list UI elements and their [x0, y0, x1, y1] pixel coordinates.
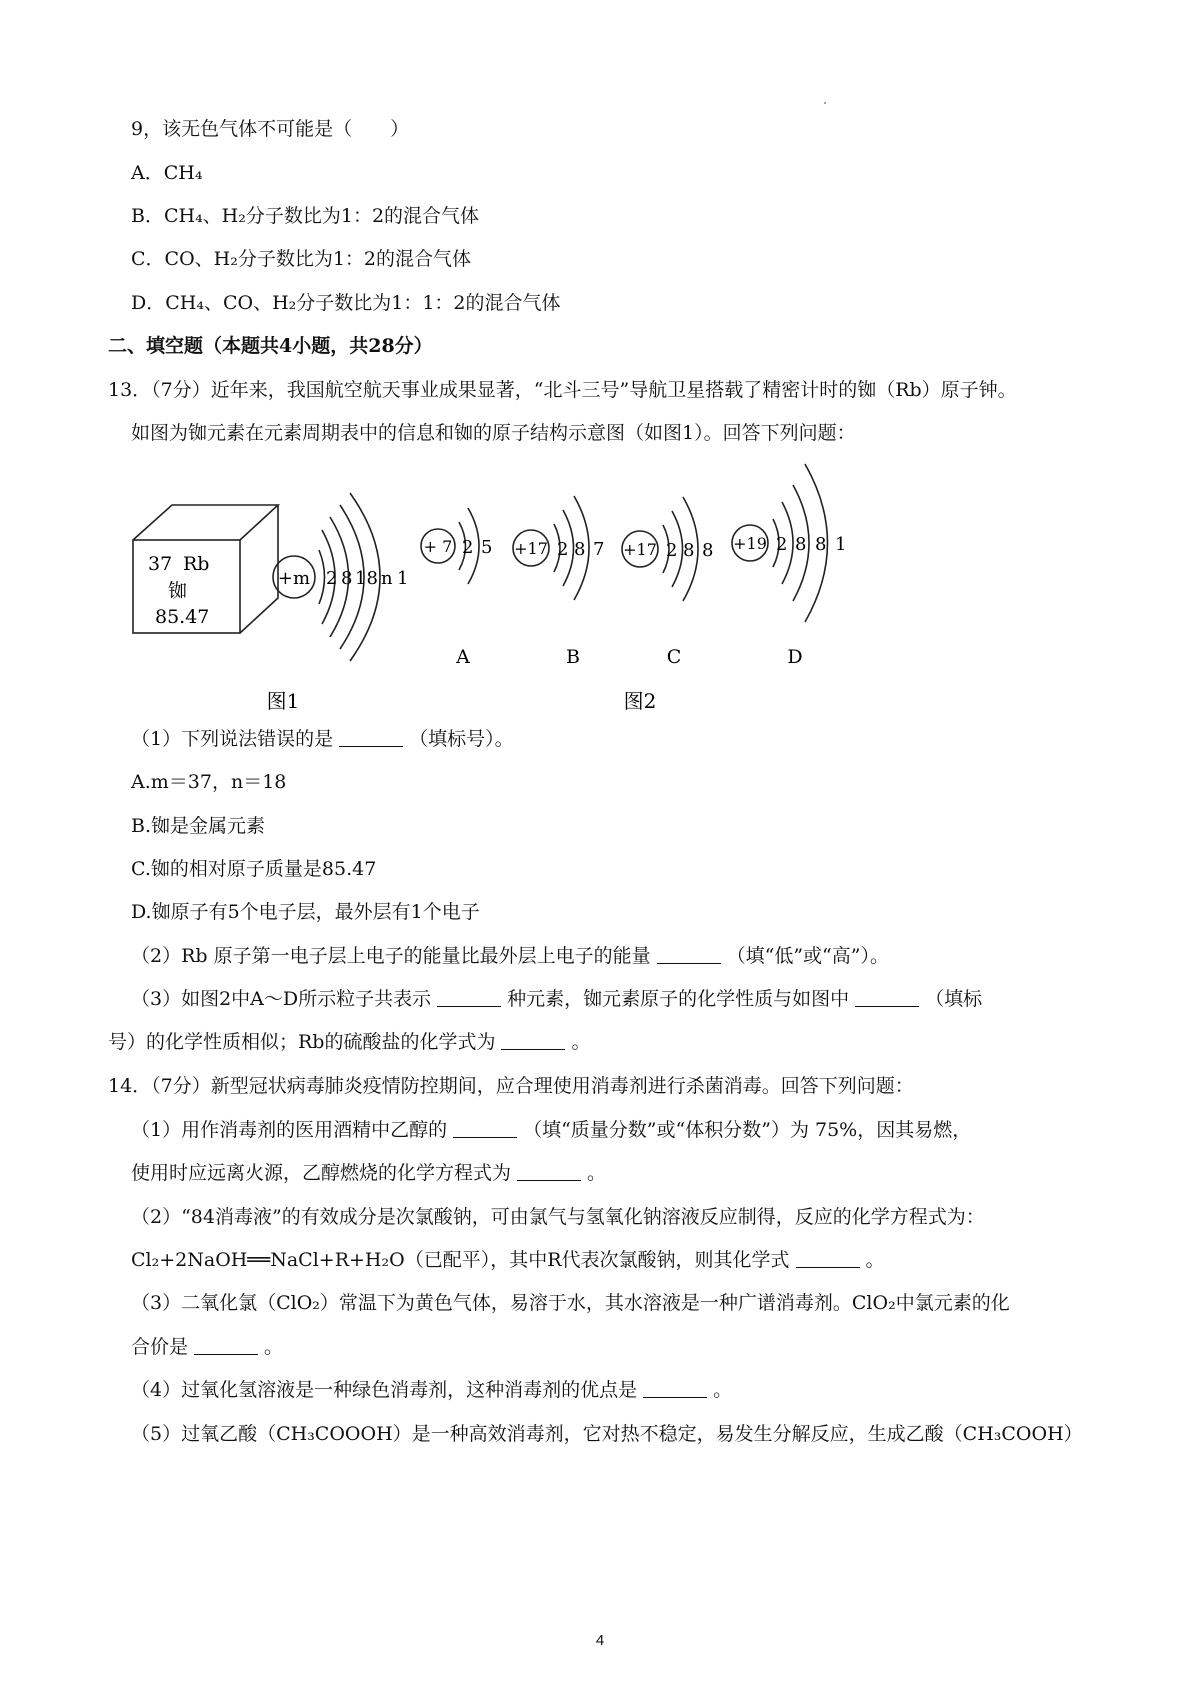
q14-part1-line1: （1）用作消毒剂的医用酒精中乙醇的 （填“质量分数”或“体积分数”）为 75%，因其易燃，	[131, 1119, 972, 1141]
q13-part1: （1）下列说法错误的是 （填标号）。	[131, 728, 514, 750]
page-number: 4	[595, 1632, 605, 1649]
particle-c-shell-2: 8	[683, 540, 695, 561]
answer-blank[interactable]	[453, 1119, 517, 1138]
particle-d-shell-1: 2	[776, 534, 788, 555]
particle-a-label: A	[456, 646, 470, 668]
q9-stem: 9，该无色气体不可能是（ ）	[131, 118, 410, 140]
stray-dot	[824, 102, 826, 104]
answer-blank[interactable]	[501, 1031, 565, 1050]
q14-part5: （5）过氧乙酸（CH₃COOOH）是一种高效消毒剂，它对热不稳定，易发生分解反应，生成乙酸（CH₃COOH）	[131, 1423, 1083, 1445]
q14-part3-line1: （3）二氧化氯（ClO₂）常温下为黄色气体，易溶于水，其水溶液是一种广谱消毒剂。ClO₂中氯元素的化	[131, 1292, 1010, 1314]
rb-shell-1: 2	[326, 568, 338, 589]
q14-intro: 14．（7分）新型冠状病毒肺炎疫情防控期间，应合理使用消毒剂进行杀菌消毒。回答下列问题：	[108, 1075, 914, 1097]
rb-shell-5: 1	[397, 568, 409, 589]
section-title: 二、填空题（本题共4小题，共28分）	[108, 335, 433, 357]
particle-c-shell-1: 2	[666, 540, 678, 561]
figure-2-caption: 图2	[623, 689, 657, 713]
element-symbol: Rb	[183, 553, 210, 575]
particle-b-shell-1: 2	[557, 539, 569, 560]
q13-option-d: D.铷原子有5个电子层，最外层有1个电子	[131, 901, 480, 923]
answer-blank[interactable]	[657, 945, 721, 964]
answer-blank[interactable]	[796, 1249, 860, 1268]
rb-shell-4: n	[381, 568, 393, 589]
q13-option-c: C.铷的相对原子质量是85.47	[131, 858, 377, 880]
q13-option-a: A.m＝37，n＝18	[131, 771, 287, 793]
element-number: 37	[148, 553, 173, 575]
figure-1-caption: 图1	[266, 689, 300, 713]
rb-nucleus-label: +m	[277, 568, 311, 589]
q13-part3-line1: （3）如图2中A～D所示粒子共表示 种元素，铷元素原子的化学性质与如图中 （填标	[131, 988, 983, 1010]
q13-option-b: B.铷是金属元素	[131, 815, 266, 837]
answer-blank[interactable]	[437, 988, 501, 1007]
atomic-structure-figures	[0, 450, 1200, 730]
particle-b-shell-3: 7	[593, 539, 605, 560]
particle-c-shell-3: 8	[702, 540, 714, 561]
particle-d-shell-4: 1	[835, 534, 847, 555]
q14-part2-line2: Cl₂+2NaOH══NaCl+R+H₂O（已配平），其中R代表次氯酸钠，则其化学式 。	[131, 1249, 885, 1271]
particle-c-label: C	[666, 646, 682, 668]
particle-a-shell-2: 5	[481, 537, 493, 558]
q13-intro-line2: 如图为铷元素在元素周期表中的信息和铷的原子结构示意图（如图1）。回答下列问题：	[131, 422, 856, 444]
particle-c-nucleus-label: +17	[623, 540, 657, 559]
q13-intro-line1: 13．（7分）近年来，我国航空航天事业成果显著，“北斗三号”导航卫星搭载了精密计时的铷（Rb）原子钟。	[108, 379, 1017, 401]
q14-part3-line2: 合价是 。	[131, 1336, 284, 1358]
q9-option-b: B．CH₄、H₂分子数比为1：2的混合气体	[131, 205, 480, 227]
q14-part2-line1: （2）“84消毒液”的有效成分是次氯酸钠，可由氯气与氢氧化钠溶液反应制得，反应的化学方程式为：	[131, 1206, 985, 1228]
q9-option-a: A．CH₄	[131, 162, 203, 184]
q9-option-c: C．CO、H₂分子数比为1：2的混合气体	[131, 248, 472, 270]
q14-part1-line2: 使用时应远离火源，乙醇燃烧的化学方程式为 。	[131, 1162, 607, 1184]
particle-d-nucleus-label: +19	[733, 534, 767, 553]
particle-d-shell-2: 8	[795, 534, 807, 555]
answer-blank[interactable]	[194, 1336, 258, 1355]
particle-d-shell-3: 8	[815, 534, 827, 555]
rb-shell-3: 18	[355, 568, 378, 589]
element-mass: 85.47	[155, 606, 210, 628]
particle-a-nucleus-label: + 7	[423, 537, 453, 556]
q13-part3-line2: 号）的化学性质相似；Rb的硫酸盐的化学式为 。	[108, 1031, 591, 1053]
particle-b-label: B	[566, 646, 580, 668]
particle-b-nucleus-label: +17	[514, 539, 548, 558]
answer-blank[interactable]	[643, 1379, 707, 1398]
q9-option-d: D．CH₄、CO、H₂分子数比为1：1：2的混合气体	[131, 292, 561, 314]
q14-part4: （4）过氧化氢溶液是一种绿色消毒剂，这种消毒剂的优点是 。	[131, 1379, 733, 1401]
rb-shell-2: 8	[341, 568, 353, 589]
particle-a-shell-1: 2	[462, 537, 474, 558]
answer-blank[interactable]	[517, 1162, 581, 1181]
element-name: 铷	[168, 580, 188, 602]
particle-b-shell-2: 8	[574, 539, 586, 560]
answer-blank[interactable]	[339, 728, 403, 747]
particle-d-label: D	[787, 646, 803, 668]
answer-blank[interactable]	[855, 988, 919, 1007]
q13-part2: （2）Rb 原子第一电子层上电子的能量比最外层上电子的能量 （填“低”或“高”）。	[131, 945, 889, 967]
